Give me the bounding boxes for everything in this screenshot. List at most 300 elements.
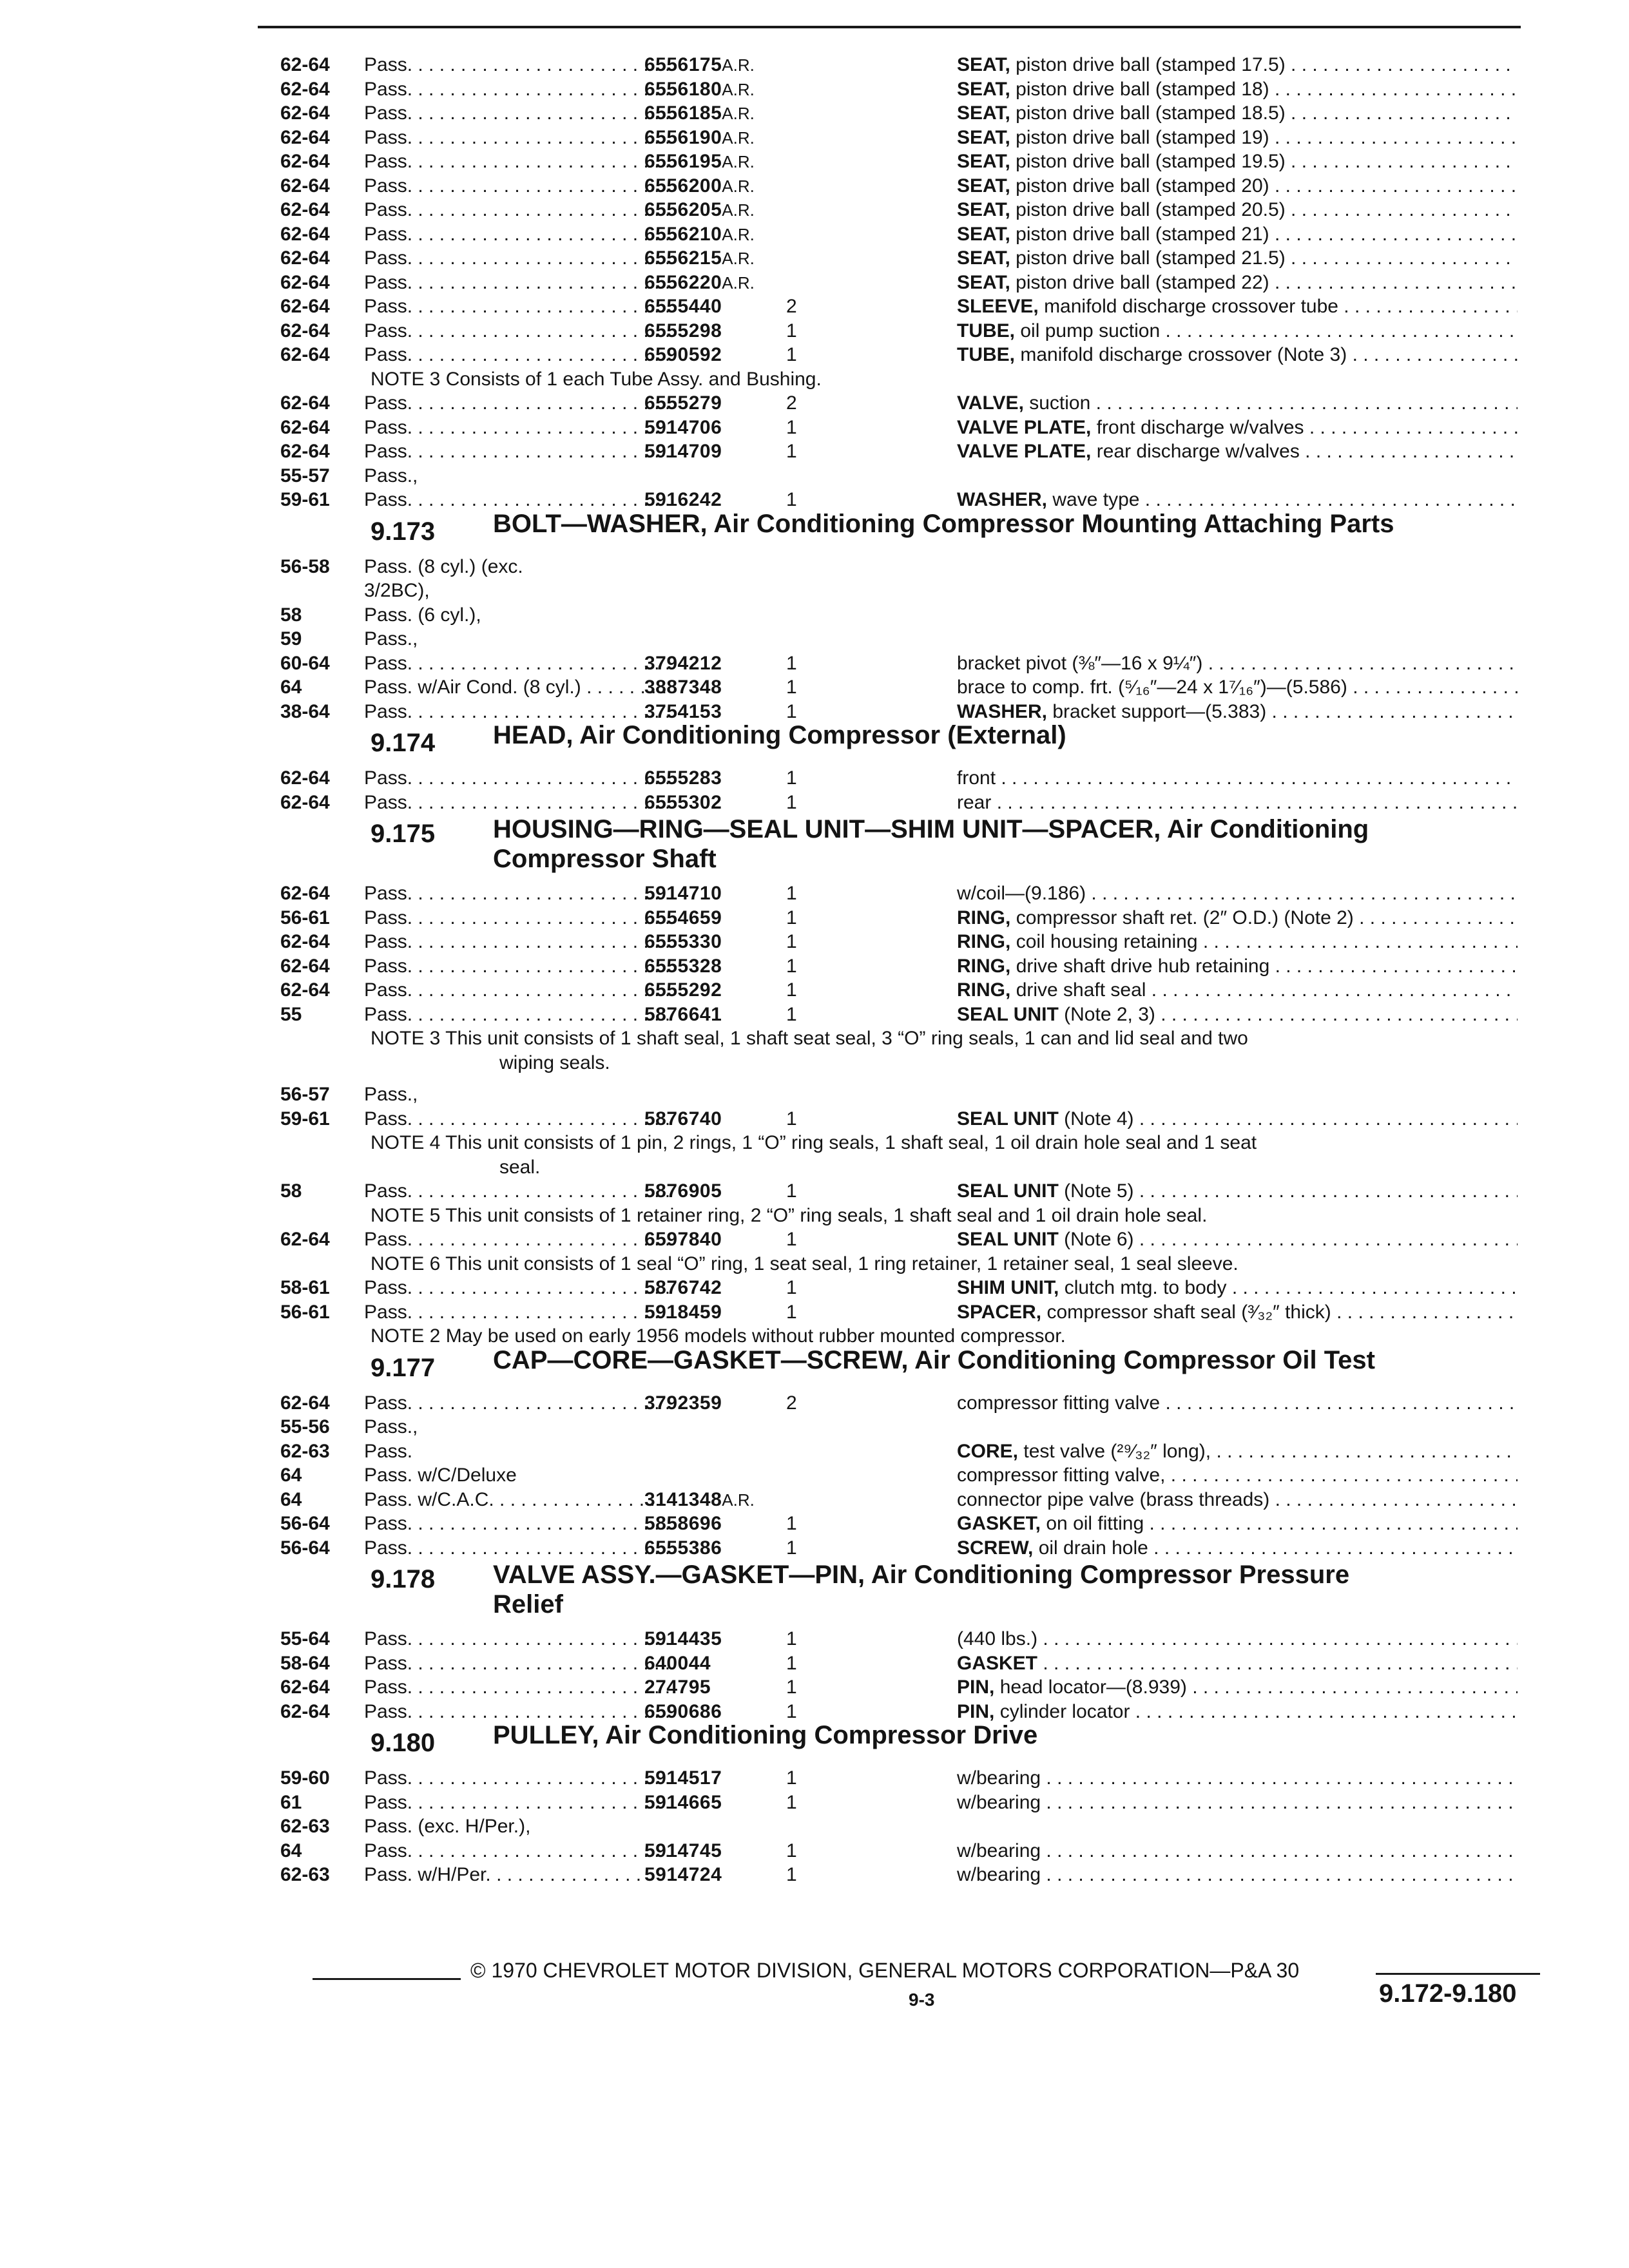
- part-name-keyword: SEAL UNIT: [957, 1229, 1059, 1250]
- quantity: 1: [786, 489, 797, 510]
- application: Pass. (exc. H/Per.),: [364, 1816, 531, 1837]
- part-number: [644, 439, 722, 464]
- part-name-detail: piston drive ball (stamped 17.5): [1016, 54, 1286, 75]
- part-number: [644, 343, 722, 367]
- part-number: [644, 1512, 722, 1536]
- part-number-value: 6555283: [644, 767, 722, 789]
- part-number: [644, 1675, 711, 1700]
- part-row: [280, 174, 1524, 198]
- note-4-line-1: NOTE 4 This unit consists of 1 pin, 2 rings, 1 “O” ring seals, 1 shaft seal, 1 oil drain hole seal and 1 seat: [371, 1132, 1257, 1153]
- application: Pass. . . .: [364, 343, 670, 367]
- quantity: 1: [786, 1229, 797, 1250]
- part-name-keyword: VALVE,: [957, 392, 1024, 414]
- part-name: [957, 1839, 1518, 1863]
- part-row: [280, 579, 1524, 603]
- quantity: 1: [786, 1277, 797, 1298]
- part-number-value: 5914745: [644, 1840, 722, 1861]
- parts-listing: [280, 53, 1524, 1887]
- model-years: 64: [280, 1840, 302, 1861]
- application: Pass. . . .: [364, 1227, 670, 1252]
- part-name-detail: rear: [957, 791, 992, 813]
- section-9-175-heading: [280, 814, 1524, 881]
- part-name: [957, 1276, 1518, 1300]
- section-number: 9.177: [371, 1353, 436, 1382]
- application: Pass.,: [364, 1416, 418, 1437]
- application: 3/2BC),: [364, 580, 430, 601]
- part-name-detail: (Note 2, 3): [1064, 1003, 1155, 1025]
- application: Pass. . . .: [364, 1536, 670, 1561]
- part-row: [280, 1463, 1524, 1488]
- model-years: 59-60: [280, 1767, 330, 1789]
- application: Pass. . . .: [364, 651, 670, 676]
- part-name-keyword: SEAT,: [957, 247, 1010, 269]
- part-number-value: 5914724: [644, 1864, 722, 1885]
- model-years: 62-64: [280, 1700, 330, 1722]
- part-name-detail: compressor fitting valve,: [957, 1465, 1166, 1486]
- application: Pass. . . .: [364, 978, 670, 1003]
- part-number: [644, 1276, 722, 1300]
- part-number: [644, 174, 755, 199]
- section-number: 9.175: [371, 820, 436, 848]
- part-row: [280, 101, 1524, 126]
- part-row: [280, 627, 1524, 651]
- part-row: [280, 954, 1524, 979]
- part-name-keyword: WASHER,: [957, 489, 1048, 510]
- application: Pass. . . .: [364, 930, 670, 954]
- model-years: 62-64: [280, 223, 330, 245]
- part-number-value: 5914706: [644, 416, 722, 438]
- part-number-value: 3141348: [644, 1488, 722, 1510]
- note-5: NOTE 5 This unit consists of 1 retainer ring, 2 “O” ring seals, 1 shaft seal and 1 oil drain hole seal.: [371, 1204, 1208, 1226]
- part-name-keyword: GASKET,: [957, 1513, 1041, 1534]
- model-years: 62-64: [280, 979, 330, 1001]
- section-9-175-rows-b: [280, 1082, 1524, 1131]
- part-row: [280, 1276, 1524, 1300]
- part-number: [644, 1791, 722, 1815]
- part-name-detail: (Note 6): [1064, 1229, 1134, 1250]
- application: Pass. . . .: [364, 101, 670, 126]
- part-name-detail: oil pump suction: [1020, 320, 1161, 341]
- part-name-detail: drive shaft drive hub retaining: [1016, 955, 1270, 977]
- part-row: [280, 1839, 1524, 1863]
- part-name-keyword: WASHER,: [957, 700, 1048, 722]
- quantity: 1: [786, 1513, 797, 1534]
- part-row: [280, 1439, 1524, 1464]
- section-9-180-rows: [280, 1766, 1524, 1887]
- part-row: [280, 53, 1524, 77]
- part-row: [280, 271, 1524, 295]
- section-9-175-row-62-64: [280, 1227, 1524, 1252]
- part-name: [957, 416, 1518, 440]
- model-years: 62-64: [280, 296, 330, 317]
- part-name-detail: bracket pivot (⅜″—16 x 9¼″): [957, 652, 1203, 674]
- model-years: 62-64: [280, 392, 330, 414]
- note-3-seal-line-1: NOTE 3 This unit consists of 1 shaft seal, 1 shaft seat seal, 3 “O” ring seals, 1 can and lid seal and two: [371, 1028, 1248, 1049]
- quantity: A.R.: [722, 1490, 755, 1510]
- part-name-detail: rear discharge w/valves: [1096, 441, 1300, 462]
- quantity: A.R.: [722, 55, 755, 75]
- part-name: [957, 1863, 1518, 1887]
- part-name: [957, 53, 1518, 77]
- section-9-177-heading: [280, 1345, 1524, 1391]
- footer-rule-left: [313, 1978, 461, 1980]
- quantity: 2: [786, 296, 797, 317]
- model-years: 58: [280, 604, 302, 626]
- part-name: [957, 930, 1518, 954]
- application: Pass. . . .: [364, 246, 670, 271]
- part-name-detail: coil housing retaining: [1016, 931, 1198, 952]
- part-number: [644, 1488, 755, 1513]
- part-name: [957, 766, 1518, 791]
- part-name-detail: w/bearing: [957, 1840, 1041, 1861]
- part-name-detail: front discharge w/valves: [1096, 416, 1304, 438]
- part-name: [957, 1439, 1518, 1464]
- model-years: 62-63: [280, 1864, 330, 1885]
- part-row: [280, 1863, 1524, 1887]
- part-number-value: 6554659: [644, 907, 722, 928]
- part-number: [644, 222, 755, 247]
- part-number-value: 5914517: [644, 1767, 722, 1789]
- part-name-detail: piston drive ball (stamped 19): [1016, 126, 1269, 148]
- model-years: 62-64: [280, 931, 330, 952]
- part-name: [957, 77, 1518, 102]
- part-name-detail: brace to comp. frt. (⁵⁄₁₆″—24 x 1⁷⁄₁₆″)—(5.586): [957, 677, 1347, 698]
- section-title-line-1: HOUSING—RING—SEAL UNIT—SHIM UNIT—SPACER, Air Conditioning: [493, 815, 1369, 843]
- part-number-value: 5876740: [644, 1108, 722, 1129]
- part-row: [280, 1700, 1524, 1724]
- part-number-value: 6555328: [644, 955, 722, 977]
- section-9-180-heading: [280, 1721, 1524, 1766]
- part-number: [644, 1003, 722, 1027]
- footer-page-number: 9-3: [909, 1990, 935, 2010]
- model-years: 62-64: [280, 1229, 330, 1250]
- part-number-value: 6597840: [644, 1229, 722, 1250]
- part-name-keyword: SEAT,: [957, 175, 1010, 197]
- part-name: [957, 1536, 1518, 1561]
- quantity: 1: [786, 907, 797, 928]
- quantity: 1: [786, 1652, 797, 1674]
- part-name: [957, 1766, 1518, 1791]
- section-title-line-1: VALVE ASSY.—GASKET—PIN, Air Conditioning Compressor Pressure: [493, 1561, 1350, 1589]
- part-number: [644, 1863, 722, 1887]
- part-number: [644, 391, 722, 416]
- application: Pass. . . .: [364, 1651, 670, 1676]
- application: Pass. . . .: [364, 906, 670, 930]
- part-row: [280, 439, 1524, 464]
- section-number: 9.178: [371, 1565, 436, 1593]
- part-name: [957, 1791, 1518, 1815]
- part-name-keyword: SEAT,: [957, 54, 1010, 75]
- part-number: [644, 294, 722, 319]
- part-number-value: 274795: [644, 1677, 711, 1698]
- part-name-detail: piston drive ball (stamped 18.5): [1016, 102, 1286, 124]
- part-number-value: 6556215: [644, 247, 722, 269]
- part-name: [957, 978, 1518, 1003]
- part-number-value: 6556220: [644, 271, 722, 293]
- part-row: [280, 1651, 1524, 1676]
- model-years: 64: [280, 1488, 302, 1510]
- model-years: 64: [280, 1465, 302, 1486]
- application: Pass. . . .: [364, 53, 670, 77]
- part-name-detail: compressor fitting valve: [957, 1392, 1161, 1414]
- part-name-detail: bracket support—(5.383): [1052, 700, 1267, 722]
- part-name-keyword: SPACER,: [957, 1301, 1042, 1323]
- section-9-174-rows: [280, 766, 1524, 814]
- part-row: [280, 1675, 1524, 1700]
- quantity: A.R.: [722, 104, 755, 123]
- part-name: [957, 906, 1518, 930]
- part-name-detail: manifold discharge crossover (Note 3): [1020, 344, 1347, 365]
- part-number-value: 3887348: [644, 677, 722, 698]
- part-name-keyword: GASKET: [957, 1652, 1038, 1674]
- quantity: 1: [786, 931, 797, 952]
- part-name-keyword: SHIM UNIT,: [957, 1277, 1059, 1298]
- part-row: [280, 906, 1524, 930]
- part-name: [957, 1391, 1518, 1416]
- top-rule: [258, 26, 1521, 28]
- note-6: NOTE 6 This unit consists of 1 seal “O” ring, 1 seat seal, 1 ring retainer, 1 retainer seal, 1 seal sleeve.: [371, 1253, 1239, 1274]
- part-number: [644, 149, 755, 175]
- part-name-keyword: SEAT,: [957, 126, 1010, 148]
- quantity: A.R.: [722, 176, 755, 196]
- part-name-detail: wave type: [1052, 489, 1140, 510]
- quantity: A.R.: [722, 152, 755, 171]
- model-years: 62-64: [280, 78, 330, 100]
- part-number: [644, 77, 755, 102]
- part-number: [644, 1766, 722, 1791]
- part-number-value: 6556190: [644, 126, 722, 148]
- model-years: 62-63: [280, 1816, 330, 1837]
- model-years: 59: [280, 628, 302, 649]
- part-number: [644, 1627, 722, 1651]
- model-years: 58-61: [280, 1277, 330, 1298]
- application: Pass. . . .: [364, 1675, 670, 1700]
- part-number: [644, 906, 722, 930]
- part-name: [957, 1627, 1518, 1651]
- part-name-keyword: RING,: [957, 907, 1011, 928]
- application: Pass. . . .: [364, 149, 670, 174]
- model-years: 62-64: [280, 1677, 330, 1698]
- part-number: [644, 1700, 722, 1724]
- part-number-value: 3754153: [644, 700, 722, 722]
- part-number-value: 6555292: [644, 979, 722, 1001]
- part-name: [957, 1463, 1518, 1488]
- part-name-keyword: SEAT,: [957, 223, 1010, 245]
- part-name: [957, 954, 1518, 979]
- model-years: 55: [280, 1003, 302, 1025]
- footer-rule-right: [1376, 1973, 1540, 1975]
- part-name: [957, 1700, 1518, 1724]
- quantity: 1: [786, 416, 797, 438]
- part-name-keyword: TUBE,: [957, 320, 1015, 341]
- application: Pass. . . .: [364, 1391, 670, 1416]
- section-title-line-2: Relief: [493, 1590, 563, 1619]
- application: Pass. (8 cyl.) (exc.: [364, 555, 523, 577]
- part-name-keyword: SEAL UNIT: [957, 1180, 1059, 1202]
- section-title-line-2: Compressor Shaft: [493, 845, 717, 873]
- part-name-detail: piston drive ball (stamped 21.5): [1016, 247, 1286, 269]
- part-name: [957, 1300, 1518, 1325]
- part-name: [957, 439, 1518, 464]
- part-number-value: 6555298: [644, 320, 722, 341]
- part-number-value: 6556195: [644, 151, 722, 172]
- part-row: [280, 1227, 1524, 1252]
- part-name: [957, 675, 1518, 700]
- part-name-detail: w/bearing: [957, 1767, 1041, 1789]
- application: Pass. . . .: [364, 488, 670, 512]
- part-row: [280, 1791, 1524, 1815]
- part-name: [957, 651, 1518, 676]
- part-number: [644, 488, 722, 512]
- application: Pass. . . .: [364, 1766, 670, 1791]
- part-number-value: 5876641: [644, 1003, 722, 1025]
- application: Pass. . . .: [364, 271, 670, 295]
- part-row: [280, 1300, 1524, 1325]
- part-name-detail: suction: [1029, 392, 1091, 414]
- part-number-value: 6555330: [644, 931, 722, 952]
- application: Pass. . . .: [364, 319, 670, 343]
- part-row: [280, 766, 1524, 791]
- part-number-value: 5914709: [644, 441, 722, 462]
- model-years: 59-61: [280, 1108, 330, 1129]
- part-row: [280, 391, 1524, 416]
- part-number: [644, 1227, 722, 1252]
- part-name: [957, 791, 1518, 815]
- part-number-value: 5858696: [644, 1513, 722, 1534]
- model-years: 62-64: [280, 791, 330, 813]
- part-name: [957, 246, 1518, 271]
- part-row: [280, 126, 1524, 150]
- part-row: [280, 603, 1524, 628]
- model-years: 62-64: [280, 54, 330, 75]
- model-years: 55-57: [280, 465, 330, 486]
- part-number-value: 6556175: [644, 54, 722, 75]
- part-name-keyword: SEAT,: [957, 271, 1010, 293]
- part-row: [280, 1415, 1524, 1439]
- part-number-value: 5914710: [644, 883, 722, 904]
- model-years: 55-64: [280, 1628, 330, 1649]
- part-name-detail: manifold discharge crossover tube: [1044, 296, 1338, 317]
- part-name: [957, 1179, 1518, 1204]
- part-row: [280, 343, 1524, 367]
- part-row: [280, 1179, 1524, 1204]
- part-number-value: 5876742: [644, 1277, 722, 1298]
- part-row: [280, 1536, 1524, 1561]
- part-number: [644, 416, 722, 440]
- quantity: 1: [786, 883, 797, 904]
- part-name-keyword: SCREW,: [957, 1537, 1034, 1559]
- part-name-detail: cylinder locator: [999, 1700, 1130, 1722]
- part-row: [280, 1814, 1524, 1839]
- section-number: 9.180: [371, 1729, 436, 1757]
- section-title: CAP—CORE—GASKET—SCREW, Air Conditioning Compressor Oil Test: [493, 1345, 1375, 1374]
- part-number-value: 6556210: [644, 223, 722, 245]
- part-row: [280, 1107, 1524, 1131]
- application: Pass. w/C/Deluxe: [364, 1465, 517, 1486]
- model-years: 59-61: [280, 489, 330, 510]
- application: Pass. w/C.A.C. . . .: [364, 1488, 670, 1512]
- part-row: [280, 246, 1524, 271]
- quantity: 1: [786, 791, 797, 813]
- model-years: 62-64: [280, 320, 330, 341]
- application: Pass. . . .: [364, 1276, 670, 1300]
- quantity: 1: [786, 1864, 797, 1885]
- model-years: 62-64: [280, 247, 330, 269]
- quantity: A.R.: [722, 128, 755, 148]
- application: Pass. . . .: [364, 198, 670, 222]
- part-name-detail: piston drive ball (stamped 20): [1016, 175, 1269, 197]
- part-name-detail: piston drive ball (stamped 18): [1016, 78, 1269, 100]
- part-number: [644, 53, 755, 78]
- part-name: [957, 222, 1518, 247]
- part-name-detail: front: [957, 767, 996, 789]
- note-2: NOTE 2 May be used on early 1956 models without rubber mounted compressor.: [371, 1325, 1066, 1347]
- part-number-value: 6590686: [644, 1700, 722, 1722]
- application: Pass.,: [364, 465, 418, 486]
- section-9-173-heading: [280, 509, 1524, 555]
- note-4-line-2: seal.: [499, 1156, 541, 1178]
- part-name-keyword: RING,: [957, 979, 1011, 1001]
- application: Pass. . . .: [364, 1179, 670, 1204]
- part-row: [280, 416, 1524, 440]
- quantity: 1: [786, 344, 797, 365]
- part-number: [644, 766, 722, 791]
- part-name-detail: compressor shaft seal (³⁄₃₂″ thick): [1046, 1301, 1331, 1323]
- application: Pass. . . .: [364, 174, 670, 198]
- model-years: 61: [280, 1791, 302, 1813]
- quantity: 1: [786, 677, 797, 698]
- quantity: 1: [786, 1700, 797, 1722]
- part-name-detail: piston drive ball (stamped 21): [1016, 223, 1269, 245]
- application: Pass. . . .: [364, 1700, 670, 1724]
- part-number: [644, 1839, 722, 1863]
- part-name: [957, 1107, 1518, 1131]
- part-name: [957, 343, 1518, 367]
- part-row: [280, 555, 1524, 579]
- part-number-value: 5914665: [644, 1791, 722, 1813]
- part-name-detail: (440 lbs.): [957, 1628, 1038, 1649]
- quantity: A.R.: [722, 224, 755, 244]
- part-name: [957, 319, 1518, 343]
- part-name: [957, 1003, 1518, 1027]
- section-number: 9.173: [371, 517, 436, 546]
- application: Pass.,: [364, 1084, 418, 1105]
- quantity: A.R.: [722, 249, 755, 268]
- part-number-value: 6556205: [644, 199, 722, 220]
- quantity: 1: [786, 1180, 797, 1202]
- quantity: 2: [786, 1392, 797, 1414]
- quantity: 1: [786, 1677, 797, 1698]
- part-name-keyword: CORE,: [957, 1440, 1019, 1462]
- part-name-keyword: SEAT,: [957, 199, 1010, 220]
- part-row: [280, 149, 1524, 174]
- application: Pass. . . .: [364, 391, 670, 416]
- part-number: [644, 881, 722, 906]
- seat-sleeve-tube-rows: [280, 53, 1524, 367]
- quantity: 1: [786, 441, 797, 462]
- model-years: 62-64: [280, 175, 330, 197]
- part-number-value: 3792359: [644, 1392, 722, 1414]
- part-number: [644, 198, 755, 223]
- part-number: [644, 978, 722, 1003]
- application: Pass. . . .: [364, 439, 670, 464]
- application: Pass. . . .: [364, 1512, 670, 1536]
- model-years: 62-64: [280, 344, 330, 365]
- part-name-keyword: SEAT,: [957, 102, 1010, 124]
- quantity: 1: [786, 1840, 797, 1861]
- quantity: 1: [786, 1767, 797, 1789]
- part-number: [644, 1651, 711, 1676]
